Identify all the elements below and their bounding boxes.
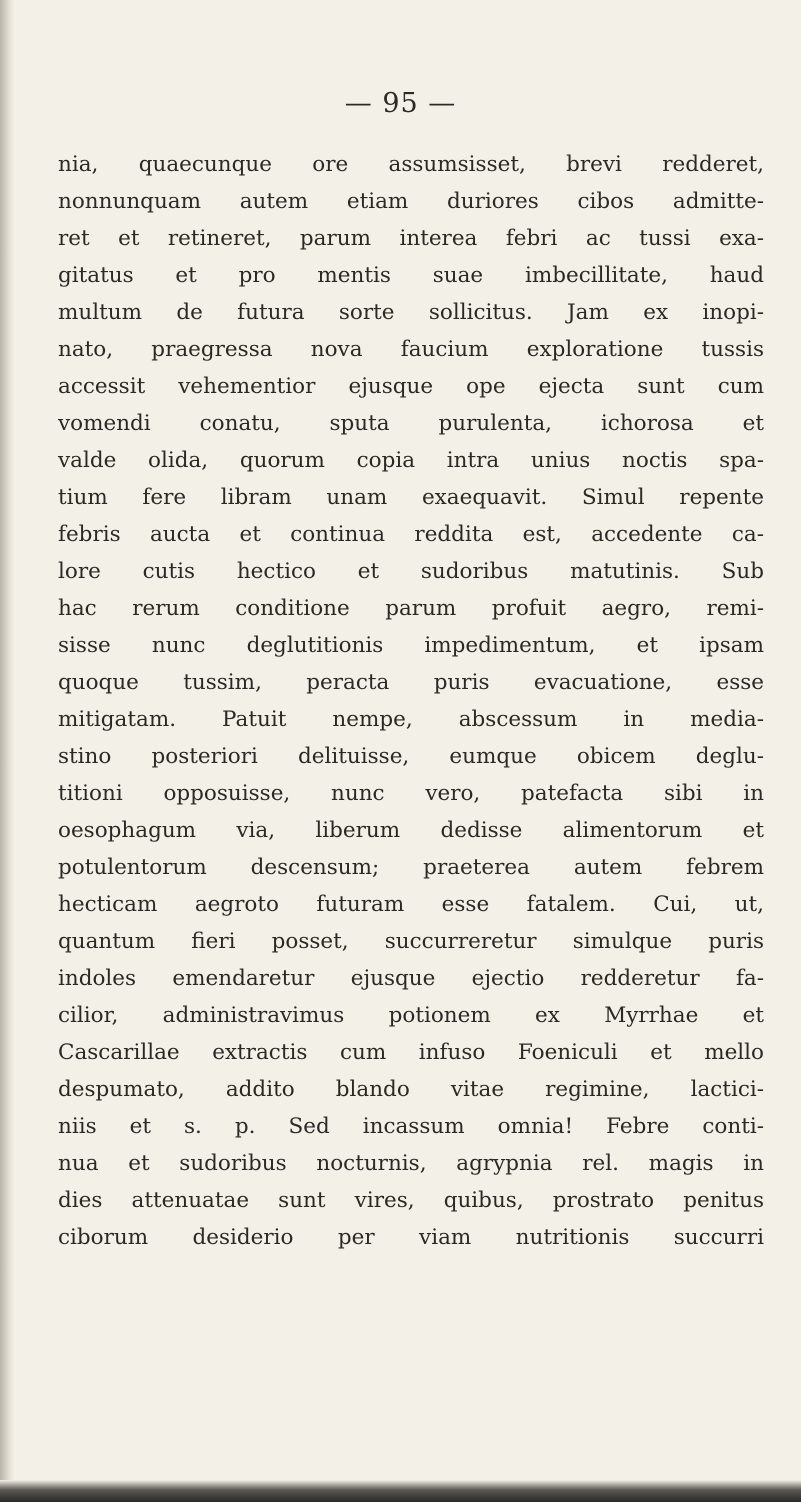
text-line: gitatus et pro mentis suae imbecillitate, haud [58, 263, 764, 288]
text-line: stino posteriori delituisse, eumque obicem deglu- [58, 744, 764, 769]
text-line: dies attenuatae sunt vires, quibus, prostrato penitus [58, 1188, 764, 1213]
text-line: nia, quaecunque ore assumsisset, brevi redderet, [58, 152, 764, 177]
text-line: valde olida, quorum copia intra unius noctis spa- [58, 448, 764, 473]
text-line: quoque tussim, peracta puris evacuatione, esse [58, 670, 764, 695]
text-line: potulentorum descensum; praeterea autem febrem [58, 855, 764, 880]
page-gutter-shadow [0, 0, 14, 1502]
text-line: nato, praegressa nova faucium exploratione tussis [58, 337, 764, 362]
text-line: mitigatam. Patuit nempe, abscessum in media- [58, 707, 764, 732]
text-line: oesophagum via, liberum dedisse alimentorum et [58, 818, 764, 843]
text-line: hecticam aegroto futuram esse fatalem. Cui, ut, [58, 892, 764, 917]
text-line: febris aucta et continua reddita est, accedente ca- [58, 522, 764, 547]
text-line: titioni opposuisse, nunc vero, patefacta sibi in [58, 781, 764, 806]
text-line: nonnunquam autem etiam duriores cibos admitte- [58, 189, 764, 214]
text-line: vomendi conatu, sputa purulenta, ichorosa et [58, 411, 764, 436]
text-line: Cascarillae extractis cum infuso Foeniculi et mello [58, 1040, 764, 1065]
text-line: nua et sudoribus nocturnis, agrypnia rel. magis in [58, 1151, 764, 1176]
text-line: accessit vehementior ejusque ope ejecta sunt cum [58, 374, 764, 399]
text-line: sisse nunc deglutitionis impedimentum, et ipsam [58, 633, 764, 658]
page-bottom-edge [0, 1480, 801, 1502]
text-line: quantum fieri posset, succurreretur simulque puris [58, 929, 764, 954]
page-number: — 95 — [344, 88, 457, 119]
text-line: indoles emendaretur ejusque ejectio redderetur fa- [58, 966, 764, 991]
text-line: ciborum desiderio per viam nutritionis succurri [58, 1225, 764, 1250]
text-line: multum de futura sorte sollicitus. Jam ex inopi- [58, 300, 764, 325]
text-line: lore cutis hectico et sudoribus matutinis. Sub [58, 559, 764, 584]
text-line: tium fere libram unam exaequavit. Simul repente [58, 485, 764, 510]
text-line: ret et retineret, parum interea febri ac tussi exa- [58, 226, 764, 251]
body-text [58, 146, 764, 1256]
text-line: niis et s. p. Sed incassum omnia! Febre conti- [58, 1114, 764, 1139]
text-line: despumato, addito blando vitae regimine, lactici- [58, 1077, 764, 1102]
text-line: cilior, administravimus potionem ex Myrrhae et [58, 1003, 764, 1028]
text-line: hac rerum conditione parum profuit aegro, remi- [58, 596, 764, 621]
